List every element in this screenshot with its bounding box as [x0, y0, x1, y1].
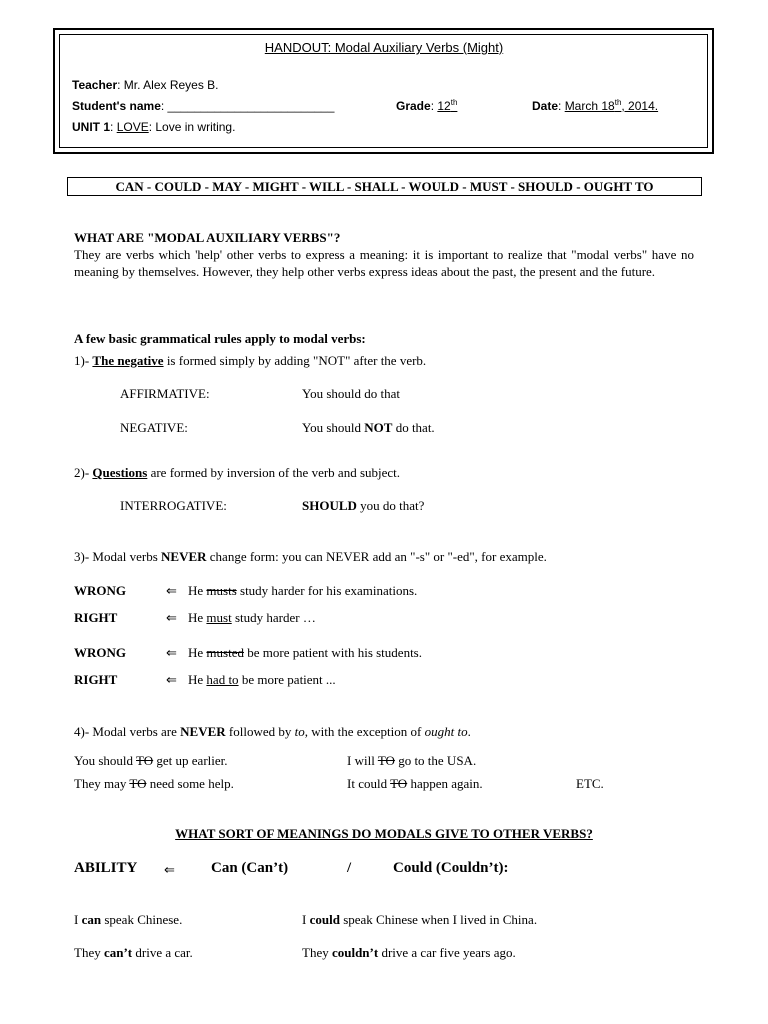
to-example-3: They may TO need some help. — [74, 776, 234, 791]
right-example-1: ⇐ He must study harder … — [166, 610, 316, 625]
interrogative-example: SHOULD you do that? — [302, 498, 425, 513]
left-double-arrow-icon: ⇐ — [166, 583, 177, 598]
right-example-2: ⇐ He had to be more patient ... — [166, 672, 336, 687]
affirmative-example: You should do that — [302, 386, 401, 401]
left-double-arrow-icon: ⇐ — [166, 672, 177, 687]
teacher-line: Teacher: Mr. Alex Reyes B. — [72, 78, 219, 92]
negative-example: You should NOT do that. — [302, 420, 435, 435]
rule-1: 1)- The negative is formed simply by adding "NOT" after the verb. — [74, 353, 427, 368]
ability-arrow-icon: ⇐ — [164, 862, 175, 877]
wrong-example-2: ⇐ He musted be more patient with his students. — [166, 645, 422, 660]
interrogative-label: INTERROGATIVE: — [120, 498, 227, 513]
ability-label: ABILITY — [74, 860, 138, 876]
handout-title: HANDOUT: Modal Auxiliary Verbs (Might) — [264, 40, 504, 55]
affirmative-label: AFFIRMATIVE: — [120, 386, 210, 401]
wrong-label-2: WRONG — [74, 645, 126, 660]
to-example-4: It could TO happen again. — [347, 776, 483, 791]
intro-heading: WHAT ARE "MODAL AUXILIARY VERBS"? — [74, 230, 341, 245]
ability-example-4: They couldn’t drive a car five years ago. — [302, 945, 516, 960]
modal-verbs-list: CAN - COULD - MAY - MIGHT - WILL - SHALL - WOULD - MUST - SHOULD - OUGHT TO — [67, 177, 702, 196]
ability-could: Could (Couldn’t): — [393, 860, 509, 876]
left-double-arrow-icon: ⇐ — [166, 610, 177, 625]
wrong-example-1: ⇐ He musts study harder for his examinations. — [166, 583, 418, 598]
intro-body: They are verbs which 'help' other verbs to express a meaning: it is important to realize that "modal verbs" have no meaning by themselves. However, they help other verbs express ideas about the past, the present and the future. — [74, 247, 694, 279]
ability-can: Can (Can’t) — [211, 860, 289, 876]
rules-heading: A few basic grammatical rules apply to modal verbs: — [74, 331, 366, 346]
student-name-line: Student's name: _________________________ — [72, 99, 335, 113]
date-line: Date: March 18th, 2014. — [532, 98, 659, 113]
right-label-1: RIGHT — [74, 610, 118, 625]
to-example-1: You should TO get up earlier. — [74, 753, 228, 768]
rule-2: 2)- Questions are formed by inversion of the verb and subject. — [74, 465, 401, 480]
rule-4: 4)- Modal verbs are NEVER followed by to, with the exception of ought to. — [74, 724, 471, 739]
grade-line: Grade: 12th — [396, 98, 458, 113]
ability-example-2: I could speak Chinese when I lived in China. — [302, 912, 538, 927]
unit-line: UNIT 1: LOVE: Love in writing. — [72, 120, 236, 134]
negative-label: NEGATIVE: — [120, 420, 188, 435]
ability-example-3: They can’t drive a car. — [74, 945, 193, 960]
rule-3: 3)- Modal verbs NEVER change form: you can NEVER add an "-s" or "-ed", for example. — [74, 549, 547, 564]
wrong-label-1: WRONG — [74, 583, 126, 598]
right-label-2: RIGHT — [74, 672, 118, 687]
meanings-heading: WHAT SORT OF MEANINGS DO MODALS GIVE TO OTHER VERBS? — [175, 826, 593, 841]
to-example-2: I will TO go to the USA. — [347, 753, 477, 768]
etc-label: ETC. — [576, 776, 604, 791]
ability-example-1: I can speak Chinese. — [74, 912, 183, 927]
ability-slash: / — [347, 860, 352, 876]
left-double-arrow-icon: ⇐ — [166, 645, 177, 660]
